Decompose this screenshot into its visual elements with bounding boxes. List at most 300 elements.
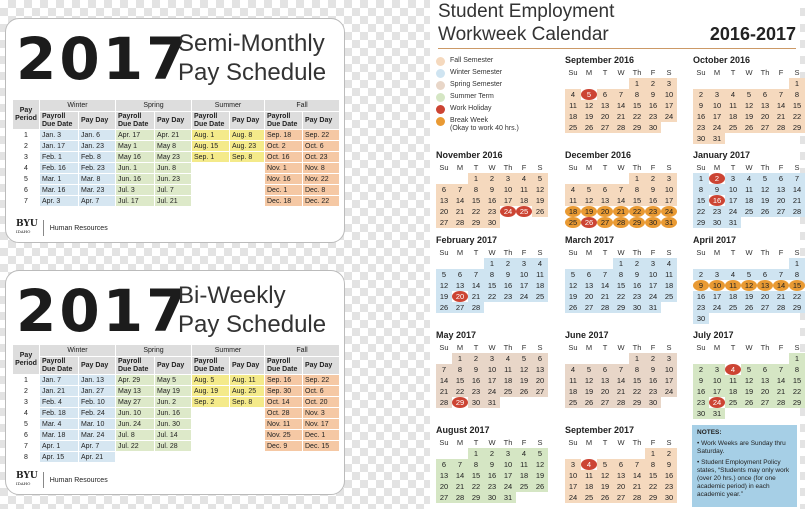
day-cell: 21 bbox=[597, 291, 613, 302]
day-cell: 22 bbox=[468, 481, 484, 492]
day-cell: 9 bbox=[693, 100, 709, 111]
day-cell: 6 bbox=[757, 89, 773, 100]
pay-period-number: 5 bbox=[13, 174, 40, 185]
day-cell: 13 bbox=[581, 280, 597, 291]
day-cell: 19 bbox=[581, 386, 597, 397]
empty-cell bbox=[597, 78, 613, 89]
pay-day-cell: Nov. 22 bbox=[303, 174, 340, 185]
weekday-header: M bbox=[713, 343, 721, 352]
day-cell: 17 bbox=[709, 291, 725, 302]
day-cell: 4 bbox=[500, 353, 516, 364]
pay-day-cell bbox=[230, 163, 265, 174]
weekday-header: F bbox=[650, 163, 656, 172]
bi-weekly-title: Bi-Weekly Pay Schedule bbox=[178, 282, 327, 338]
day-cell: 20 bbox=[757, 291, 773, 302]
weekday-header: S bbox=[666, 163, 672, 172]
legend-item bbox=[436, 93, 519, 105]
day-cell: 8 bbox=[484, 269, 500, 280]
day-cell: 12 bbox=[516, 364, 532, 375]
month-name: May 2017 bbox=[436, 330, 477, 340]
day-cell: 23 bbox=[645, 111, 661, 122]
day-cell: 4 bbox=[516, 448, 532, 459]
day-cell: 31 bbox=[709, 133, 725, 144]
day-cell: 7 bbox=[468, 269, 484, 280]
empty-cell bbox=[741, 78, 757, 89]
pay-day-cell: Oct. 6 bbox=[303, 141, 340, 152]
day-cell: 9 bbox=[500, 269, 516, 280]
weekday-header: T bbox=[473, 438, 479, 447]
due-date-cell: Jul. 22 bbox=[116, 441, 155, 452]
day-cell: 20 bbox=[436, 481, 452, 492]
pay-day-cell: Oct. 20 bbox=[303, 397, 340, 408]
due-date-cell: Feb. 18 bbox=[40, 408, 79, 419]
day-cell: 17 bbox=[709, 111, 725, 122]
day-cell: 26 bbox=[597, 492, 613, 503]
weekday-header: W bbox=[745, 68, 753, 77]
weekday-header: T bbox=[730, 248, 736, 257]
day-cell: 13 bbox=[613, 470, 629, 481]
due-date-cell: Apr. 3 bbox=[40, 196, 79, 207]
weekday-header: Th bbox=[632, 438, 642, 447]
pay-day-cell bbox=[155, 452, 192, 463]
day-cell: 7 bbox=[773, 269, 789, 280]
day-cell: 28 bbox=[613, 122, 629, 133]
day-cell: 3 bbox=[661, 78, 677, 89]
day-cell: 12 bbox=[581, 195, 597, 206]
day-cell: 11 bbox=[661, 269, 677, 280]
day-cell: 23 bbox=[500, 291, 516, 302]
pay-day-cell: Sep. 22 bbox=[303, 130, 340, 141]
day-cell: 18 bbox=[565, 206, 581, 217]
pay-day-cell: Jul. 14 bbox=[155, 430, 192, 441]
weekday-header: W bbox=[488, 438, 496, 447]
due-date-cell: Sep. 30 bbox=[265, 386, 303, 397]
weekday-header: M bbox=[585, 248, 593, 257]
due-date-cell bbox=[265, 452, 303, 463]
day-cell: 30 bbox=[629, 302, 645, 313]
day-cell: 26 bbox=[581, 217, 597, 228]
pay-day-cell: Dec. 22 bbox=[303, 196, 340, 207]
month-day-grid bbox=[693, 162, 805, 228]
day-cell: 9 bbox=[468, 364, 484, 375]
day-cell: 18 bbox=[661, 280, 677, 291]
empty-cell bbox=[436, 448, 452, 459]
day-cell: 30 bbox=[693, 313, 709, 324]
day-cell: 12 bbox=[741, 375, 757, 386]
due-date-cell: Feb. 4 bbox=[40, 397, 79, 408]
weekday-header: T bbox=[602, 163, 608, 172]
weekday-header: F bbox=[650, 343, 656, 352]
day-cell: 16 bbox=[693, 386, 709, 397]
day-cell: 22 bbox=[789, 386, 805, 397]
day-cell: 1 bbox=[789, 258, 805, 269]
pay-day-cell: Mar. 8 bbox=[79, 174, 116, 185]
weekday-header: Su bbox=[568, 438, 578, 447]
day-cell: 6 bbox=[452, 269, 468, 280]
season-header: Fall bbox=[265, 100, 340, 112]
day-cell: 10 bbox=[484, 364, 500, 375]
due-date-cell: Jul. 17 bbox=[116, 196, 155, 207]
weekday-header: W bbox=[745, 163, 753, 172]
day-cell: 27 bbox=[436, 492, 452, 503]
empty-cell bbox=[709, 78, 725, 89]
day-cell: 16 bbox=[661, 470, 677, 481]
day-cell: 27 bbox=[597, 217, 613, 228]
day-cell: 5 bbox=[565, 269, 581, 280]
day-cell: 4 bbox=[565, 364, 581, 375]
day-cell: 23 bbox=[629, 291, 645, 302]
pay-period-number: 5 bbox=[13, 419, 40, 430]
day-cell: 29 bbox=[693, 217, 709, 228]
day-cell: 22 bbox=[645, 481, 661, 492]
day-cell: 26 bbox=[436, 302, 452, 313]
legend-label: Spring Semester bbox=[450, 81, 503, 88]
day-cell: 9 bbox=[645, 364, 661, 375]
pay-day-cell bbox=[230, 185, 265, 196]
day-cell: 4 bbox=[516, 173, 532, 184]
table-row bbox=[13, 441, 340, 452]
day-cell: 15 bbox=[629, 375, 645, 386]
day-cell: 4 bbox=[661, 258, 677, 269]
table-row bbox=[13, 163, 340, 174]
day-cell: 9 bbox=[693, 280, 709, 291]
legend-swatch bbox=[436, 93, 445, 102]
month-calendar bbox=[565, 425, 677, 503]
day-cell: 6 bbox=[597, 364, 613, 375]
day-cell: 5 bbox=[436, 269, 452, 280]
due-date-cell: May 16 bbox=[116, 152, 155, 163]
month-calendar bbox=[565, 55, 677, 133]
day-cell: 22 bbox=[693, 206, 709, 217]
day-cell: 24 bbox=[709, 397, 725, 408]
day-cell: 27 bbox=[597, 397, 613, 408]
day-cell: 8 bbox=[693, 184, 709, 195]
day-cell: 3 bbox=[709, 364, 725, 375]
day-cell: 7 bbox=[597, 269, 613, 280]
weekday-header: F bbox=[521, 248, 527, 257]
day-cell: 13 bbox=[773, 184, 789, 195]
day-cell: 22 bbox=[789, 111, 805, 122]
pay-day-cell bbox=[230, 408, 265, 419]
weekday-header: W bbox=[617, 68, 625, 77]
empty-cell bbox=[452, 448, 468, 459]
day-cell: 11 bbox=[565, 195, 581, 206]
month-calendar bbox=[693, 330, 805, 419]
weekday-header: S bbox=[794, 343, 800, 352]
day-cell: 17 bbox=[661, 195, 677, 206]
card-footer bbox=[16, 220, 108, 236]
byu-idaho-logo: BYU IDAHO bbox=[16, 220, 44, 236]
month-calendar bbox=[565, 150, 677, 228]
month-day-grid bbox=[565, 67, 677, 133]
day-cell: 15 bbox=[452, 375, 468, 386]
day-cell: 14 bbox=[613, 375, 629, 386]
weekday-header: W bbox=[617, 163, 625, 172]
day-cell: 17 bbox=[725, 195, 741, 206]
pay-day-cell: Jul. 28 bbox=[155, 441, 192, 452]
empty-cell bbox=[436, 353, 452, 364]
month-name: April 2017 bbox=[693, 235, 737, 245]
day-cell: 24 bbox=[709, 302, 725, 313]
month-calendar bbox=[693, 235, 805, 324]
day-cell: 25 bbox=[565, 122, 581, 133]
weekday-header: Th bbox=[632, 343, 642, 352]
weekday-header: S bbox=[537, 438, 543, 447]
empty-cell bbox=[613, 353, 629, 364]
weekday-header: W bbox=[617, 248, 625, 257]
pay-day-cell: Feb. 24 bbox=[79, 408, 116, 419]
day-cell: 24 bbox=[516, 291, 532, 302]
pay-day-header: Pay Day bbox=[303, 357, 340, 375]
empty-cell bbox=[597, 448, 613, 459]
day-cell: 11 bbox=[516, 184, 532, 195]
semi-monthly-table bbox=[12, 99, 340, 207]
pay-day-cell: Jun. 8 bbox=[155, 163, 192, 174]
day-cell: 5 bbox=[597, 459, 613, 470]
day-cell: 11 bbox=[581, 470, 597, 481]
day-cell: 18 bbox=[516, 195, 532, 206]
day-cell: 9 bbox=[693, 375, 709, 386]
pay-day-cell: Feb. 8 bbox=[79, 152, 116, 163]
day-cell: 28 bbox=[452, 492, 468, 503]
empty-cell bbox=[597, 353, 613, 364]
due-date-cell: Jan. 17 bbox=[40, 141, 79, 152]
day-cell: 3 bbox=[709, 89, 725, 100]
day-cell: 23 bbox=[645, 206, 661, 217]
day-cell: 18 bbox=[581, 481, 597, 492]
day-cell: 30 bbox=[645, 217, 661, 228]
weekday-header: W bbox=[745, 343, 753, 352]
table-row bbox=[13, 196, 340, 207]
day-cell: 9 bbox=[645, 89, 661, 100]
day-cell: 19 bbox=[532, 470, 548, 481]
day-cell: 30 bbox=[693, 408, 709, 419]
legend-item bbox=[436, 57, 519, 69]
weekday-header: W bbox=[617, 438, 625, 447]
day-cell: 1 bbox=[613, 258, 629, 269]
month-name: March 2017 bbox=[565, 235, 615, 245]
table-row bbox=[13, 386, 340, 397]
pay-period-number: 2 bbox=[13, 141, 40, 152]
table-row bbox=[13, 141, 340, 152]
day-cell: 13 bbox=[436, 195, 452, 206]
pay-day-cell: Oct. 6 bbox=[303, 386, 340, 397]
day-cell: 28 bbox=[629, 492, 645, 503]
day-cell: 20 bbox=[452, 291, 468, 302]
day-cell: 25 bbox=[725, 302, 741, 313]
day-cell: 29 bbox=[645, 492, 661, 503]
day-cell: 8 bbox=[468, 184, 484, 195]
day-cell: 9 bbox=[709, 184, 725, 195]
pay-day-cell: Feb. 10 bbox=[79, 397, 116, 408]
day-cell: 20 bbox=[773, 195, 789, 206]
month-day-grid bbox=[693, 247, 805, 324]
pay-day-cell: Jun. 23 bbox=[155, 174, 192, 185]
day-cell: 2 bbox=[693, 89, 709, 100]
weekday-header: M bbox=[713, 248, 721, 257]
empty-cell bbox=[613, 78, 629, 89]
empty-cell bbox=[565, 258, 581, 269]
weekday-header: T bbox=[602, 248, 608, 257]
day-cell: 2 bbox=[500, 258, 516, 269]
day-cell: 29 bbox=[629, 122, 645, 133]
empty-cell bbox=[581, 173, 597, 184]
day-cell: 7 bbox=[613, 89, 629, 100]
empty-cell bbox=[565, 173, 581, 184]
day-cell: 3 bbox=[709, 269, 725, 280]
due-date-cell: May 27 bbox=[116, 397, 155, 408]
day-cell: 1 bbox=[629, 353, 645, 364]
day-cell: 4 bbox=[532, 258, 548, 269]
legend-label: Fall Semester bbox=[450, 57, 494, 64]
due-date-cell: Oct. 28 bbox=[265, 408, 303, 419]
weekday-header: W bbox=[617, 343, 625, 352]
day-cell: 6 bbox=[532, 353, 548, 364]
day-cell: 22 bbox=[629, 111, 645, 122]
pay-day-cell bbox=[230, 174, 265, 185]
day-cell: 14 bbox=[773, 100, 789, 111]
day-cell: 6 bbox=[757, 364, 773, 375]
day-cell: 17 bbox=[661, 100, 677, 111]
due-date-cell: Sep. 16 bbox=[265, 375, 303, 386]
day-cell: 22 bbox=[452, 386, 468, 397]
due-date-cell: Mar. 16 bbox=[40, 185, 79, 196]
day-cell: 10 bbox=[709, 280, 725, 291]
day-cell: 2 bbox=[661, 448, 677, 459]
weekday-header: W bbox=[488, 163, 496, 172]
weekday-header: Su bbox=[568, 343, 578, 352]
day-cell: 14 bbox=[613, 195, 629, 206]
day-cell: 16 bbox=[709, 195, 725, 206]
month-calendar bbox=[436, 330, 548, 408]
card-footer bbox=[16, 472, 108, 488]
pay-day-cell: Dec. 1 bbox=[303, 430, 340, 441]
weekday-header: T bbox=[730, 68, 736, 77]
month-day-grid bbox=[693, 67, 805, 144]
day-cell: 1 bbox=[629, 173, 645, 184]
weekday-header: W bbox=[488, 343, 496, 352]
empty-cell bbox=[741, 258, 757, 269]
footer-department: Human Resources bbox=[49, 224, 108, 232]
pay-day-cell: Nov. 8 bbox=[303, 163, 340, 174]
table-row bbox=[13, 397, 340, 408]
day-cell: 25 bbox=[741, 206, 757, 217]
season-header: Spring bbox=[116, 345, 192, 357]
day-cell: 29 bbox=[629, 397, 645, 408]
day-cell: 18 bbox=[565, 111, 581, 122]
pay-period-number: 6 bbox=[13, 430, 40, 441]
due-date-cell bbox=[192, 408, 230, 419]
due-date-cell: Apr. 15 bbox=[40, 452, 79, 463]
day-cell: 4 bbox=[565, 184, 581, 195]
day-cell: 29 bbox=[468, 492, 484, 503]
due-date-cell: Feb. 1 bbox=[40, 152, 79, 163]
note-item: • Student Employment Policy states, “Students may only work (over 20 hrs.) once (for one academic period) in each academic year.” bbox=[697, 459, 790, 498]
day-cell: 2 bbox=[645, 173, 661, 184]
payroll-due-date-header: Payroll Due Date bbox=[265, 112, 303, 130]
day-cell: 21 bbox=[629, 481, 645, 492]
day-cell: 9 bbox=[484, 459, 500, 470]
day-cell: 27 bbox=[452, 302, 468, 313]
day-cell: 21 bbox=[468, 291, 484, 302]
day-cell: 8 bbox=[629, 184, 645, 195]
due-date-cell: Jan. 3 bbox=[40, 130, 79, 141]
day-cell: 22 bbox=[789, 291, 805, 302]
day-cell: 21 bbox=[773, 111, 789, 122]
day-cell: 20 bbox=[597, 386, 613, 397]
day-cell: 11 bbox=[516, 459, 532, 470]
pay-day-cell: Feb. 23 bbox=[79, 163, 116, 174]
pay-day-header: Pay Day bbox=[79, 112, 116, 130]
due-date-cell bbox=[192, 185, 230, 196]
day-cell: 15 bbox=[613, 280, 629, 291]
semi-monthly-title: Semi-Monthly Pay Schedule bbox=[178, 30, 327, 86]
day-cell: 9 bbox=[661, 459, 677, 470]
due-date-cell: Jan. 21 bbox=[40, 386, 79, 397]
byu-idaho-logo: BYU IDAHO bbox=[16, 472, 44, 488]
weekday-header: W bbox=[745, 248, 753, 257]
due-date-cell: Aug. 19 bbox=[192, 386, 230, 397]
weekday-header: Su bbox=[439, 343, 449, 352]
month-name: June 2017 bbox=[565, 330, 609, 340]
day-cell: 5 bbox=[741, 364, 757, 375]
day-cell: 23 bbox=[645, 386, 661, 397]
pay-day-cell: May 5 bbox=[155, 375, 192, 386]
day-cell: 13 bbox=[452, 280, 468, 291]
day-cell: 13 bbox=[436, 470, 452, 481]
month-calendar bbox=[565, 235, 677, 313]
empty-cell bbox=[725, 258, 741, 269]
payroll-due-date-header: Payroll Due Date bbox=[116, 357, 155, 375]
payroll-due-date-header: Payroll Due Date bbox=[40, 112, 79, 130]
season-header: Winter bbox=[40, 345, 116, 357]
pay-day-cell: Jan. 27 bbox=[79, 386, 116, 397]
pay-day-cell: Nov. 3 bbox=[303, 408, 340, 419]
day-cell: 6 bbox=[773, 173, 789, 184]
empty-cell bbox=[757, 353, 773, 364]
due-date-cell: May 1 bbox=[116, 141, 155, 152]
day-cell: 20 bbox=[613, 481, 629, 492]
calendar-year-range: 2016-2017 bbox=[709, 24, 796, 44]
weekday-header: T bbox=[602, 438, 608, 447]
pay-day-header: Pay Day bbox=[230, 357, 265, 375]
empty-cell bbox=[436, 173, 452, 184]
weekday-header: F bbox=[521, 438, 527, 447]
day-cell: 21 bbox=[452, 481, 468, 492]
month-calendar bbox=[436, 150, 548, 228]
weekday-header: M bbox=[585, 438, 593, 447]
day-cell: 12 bbox=[532, 459, 548, 470]
day-cell: 29 bbox=[789, 122, 805, 133]
due-date-cell: Sep. 18 bbox=[265, 130, 303, 141]
empty-cell bbox=[468, 258, 484, 269]
empty-cell bbox=[693, 258, 709, 269]
weekday-header: Su bbox=[696, 248, 706, 257]
day-cell: 12 bbox=[597, 470, 613, 481]
month-name: January 2017 bbox=[693, 150, 751, 160]
pay-day-cell: Jan. 23 bbox=[79, 141, 116, 152]
pay-day-cell: Mar. 24 bbox=[79, 430, 116, 441]
day-cell: 26 bbox=[741, 122, 757, 133]
day-cell: 14 bbox=[452, 195, 468, 206]
calendar-title: Student Employment Workweek Calendar bbox=[438, 1, 615, 45]
day-cell: 16 bbox=[484, 470, 500, 481]
bi-weekly-year: 2017 bbox=[16, 277, 190, 345]
day-cell: 7 bbox=[436, 364, 452, 375]
pay-day-header: Pay Day bbox=[79, 357, 116, 375]
due-date-cell: Mar. 18 bbox=[40, 430, 79, 441]
empty-cell bbox=[709, 258, 725, 269]
